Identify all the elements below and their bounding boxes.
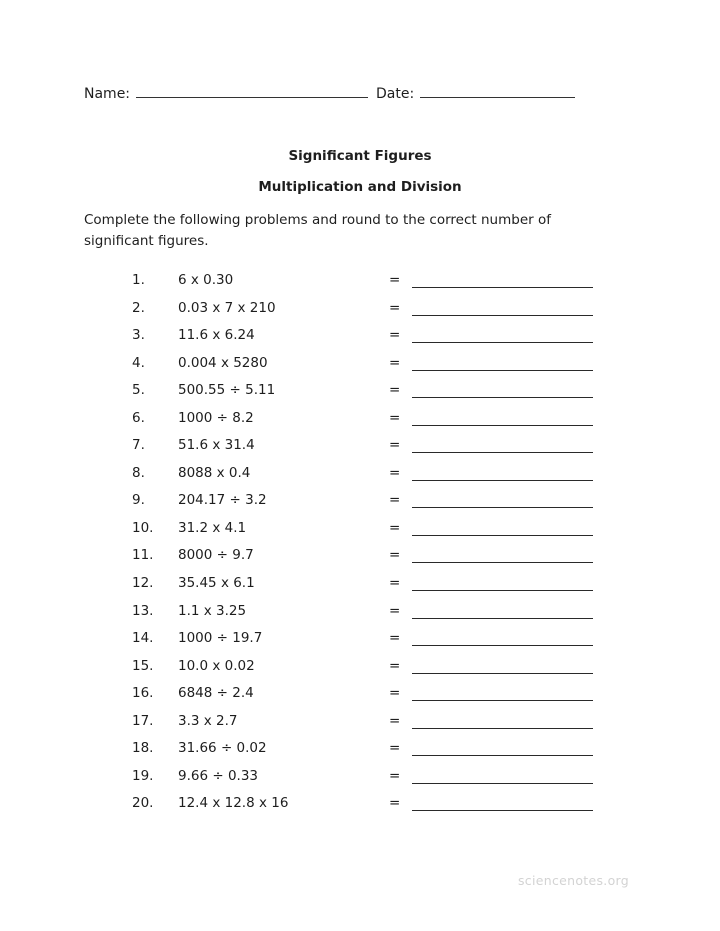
equals-sign: = <box>389 740 401 757</box>
problem-number: 18. <box>132 740 154 757</box>
date-field[interactable] <box>420 84 575 98</box>
problem-row <box>0 436 720 464</box>
problem-expression: 51.6 x 31.4 <box>178 437 255 454</box>
answer-blank[interactable] <box>412 480 593 481</box>
problem-number: 19. <box>132 767 154 784</box>
problem-row <box>0 657 720 685</box>
answer-blank[interactable] <box>412 562 593 563</box>
equals-sign: = <box>389 464 401 481</box>
problem-number: 11. <box>132 547 154 564</box>
problem-row <box>0 519 720 547</box>
answer-blank[interactable] <box>412 673 593 674</box>
problem-row <box>0 712 720 740</box>
problem-number: 13. <box>132 602 154 619</box>
name-label: Name: <box>84 86 131 102</box>
problem-number: 6. <box>132 409 145 426</box>
equals-sign: = <box>389 685 401 702</box>
problem-number: 8. <box>132 464 145 481</box>
problem-row <box>0 381 720 409</box>
answer-blank[interactable] <box>412 397 593 398</box>
answer-blank[interactable] <box>412 618 593 619</box>
answer-blank[interactable] <box>412 783 593 784</box>
equals-sign: = <box>389 602 401 619</box>
equals-sign: = <box>389 382 401 399</box>
problem-expression: 6848 ÷ 2.4 <box>178 685 254 702</box>
equals-sign: = <box>389 409 401 426</box>
answer-blank[interactable] <box>412 342 593 343</box>
problem-row <box>0 739 720 767</box>
problem-row <box>0 464 720 492</box>
problem-number: 16. <box>132 685 154 702</box>
equals-sign: = <box>389 795 401 812</box>
answer-blank[interactable] <box>412 425 593 426</box>
date-label: Date: <box>376 86 415 102</box>
problem-number: 20. <box>132 795 154 812</box>
instructions: Complete the following problems and round to the correct number of significant figures. <box>84 212 551 249</box>
answer-blank[interactable] <box>412 287 593 288</box>
problem-expression: 500.55 ÷ 5.11 <box>178 382 276 399</box>
equals-sign: = <box>389 519 401 536</box>
header-line <box>84 84 575 102</box>
equals-sign: = <box>389 272 401 288</box>
worksheet-title: Significant Figures <box>288 148 432 164</box>
name-field[interactable] <box>136 84 368 98</box>
equals-sign: = <box>389 437 401 454</box>
problem-number: 1. <box>132 272 145 288</box>
problem-expression: 31.2 x 4.1 <box>178 519 247 536</box>
equals-sign: = <box>389 547 401 564</box>
equals-sign: = <box>389 575 401 592</box>
answer-blank[interactable] <box>412 535 593 536</box>
problem-expression: 3.3 x 2.7 <box>178 712 238 729</box>
problem-expression: 204.17 ÷ 3.2 <box>178 492 267 509</box>
problem-number: 10. <box>132 519 154 536</box>
problem-row <box>0 546 720 574</box>
worksheet-subtitle: Multiplication and Division <box>258 179 462 195</box>
problem-number: 7. <box>132 437 145 454</box>
problem-list <box>0 271 720 822</box>
answer-blank[interactable] <box>412 370 593 371</box>
problem-expression: 12.4 x 12.8 x 16 <box>178 795 289 812</box>
problem-expression: 0.004 x 5280 <box>178 354 268 371</box>
problem-expression: 35.45 x 6.1 <box>178 575 255 592</box>
problem-row <box>0 326 720 354</box>
equals-sign: = <box>389 354 401 371</box>
problem-row <box>0 491 720 519</box>
problem-row <box>0 794 720 822</box>
problem-row <box>0 271 720 299</box>
problem-number: 12. <box>132 575 154 592</box>
problem-number: 14. <box>132 630 154 647</box>
problem-expression: 1000 ÷ 8.2 <box>178 409 254 426</box>
problem-expression: 10.0 x 0.02 <box>178 657 255 674</box>
problem-row <box>0 409 720 437</box>
problem-expression: 1.1 x 3.25 <box>178 602 247 619</box>
problem-row <box>0 602 720 630</box>
equals-sign: = <box>389 657 401 674</box>
answer-blank[interactable] <box>412 507 593 508</box>
problem-row <box>0 299 720 327</box>
problem-number: 17. <box>132 712 154 729</box>
problem-expression: 9.66 ÷ 0.33 <box>178 767 259 784</box>
problem-expression: 1000 ÷ 19.7 <box>178 630 263 647</box>
problem-number: 2. <box>132 299 145 316</box>
problem-row <box>0 629 720 657</box>
problem-expression: 8000 ÷ 9.7 <box>178 547 254 564</box>
problem-expression: 6 x 0.30 <box>178 272 234 288</box>
problem-number: 5. <box>132 382 145 399</box>
problem-number: 3. <box>132 327 145 344</box>
problem-expression: 11.6 x 6.24 <box>178 327 255 344</box>
problem-row <box>0 684 720 712</box>
answer-blank[interactable] <box>412 590 593 591</box>
answer-blank[interactable] <box>412 728 593 729</box>
equals-sign: = <box>389 299 401 316</box>
watermark: sciencenotes.org <box>518 873 629 888</box>
problem-row <box>0 354 720 382</box>
equals-sign: = <box>389 630 401 647</box>
problem-number: 15. <box>132 657 154 674</box>
problem-row <box>0 767 720 795</box>
answer-blank[interactable] <box>412 700 593 701</box>
answer-blank[interactable] <box>412 452 593 453</box>
problem-number: 9. <box>132 492 145 509</box>
problem-expression: 0.03 x 7 x 210 <box>178 299 276 316</box>
answer-blank[interactable] <box>412 755 593 756</box>
problem-expression: 31.66 ÷ 0.02 <box>178 740 267 757</box>
problem-number: 4. <box>132 354 145 371</box>
equals-sign: = <box>389 712 401 729</box>
answer-blank[interactable] <box>412 810 593 811</box>
equals-sign: = <box>389 327 401 344</box>
answer-blank[interactable] <box>412 645 593 646</box>
equals-sign: = <box>389 767 401 784</box>
problem-expression: 8088 x 0.4 <box>178 464 251 481</box>
answer-blank[interactable] <box>412 315 593 316</box>
problem-row <box>0 574 720 602</box>
equals-sign: = <box>389 492 401 509</box>
